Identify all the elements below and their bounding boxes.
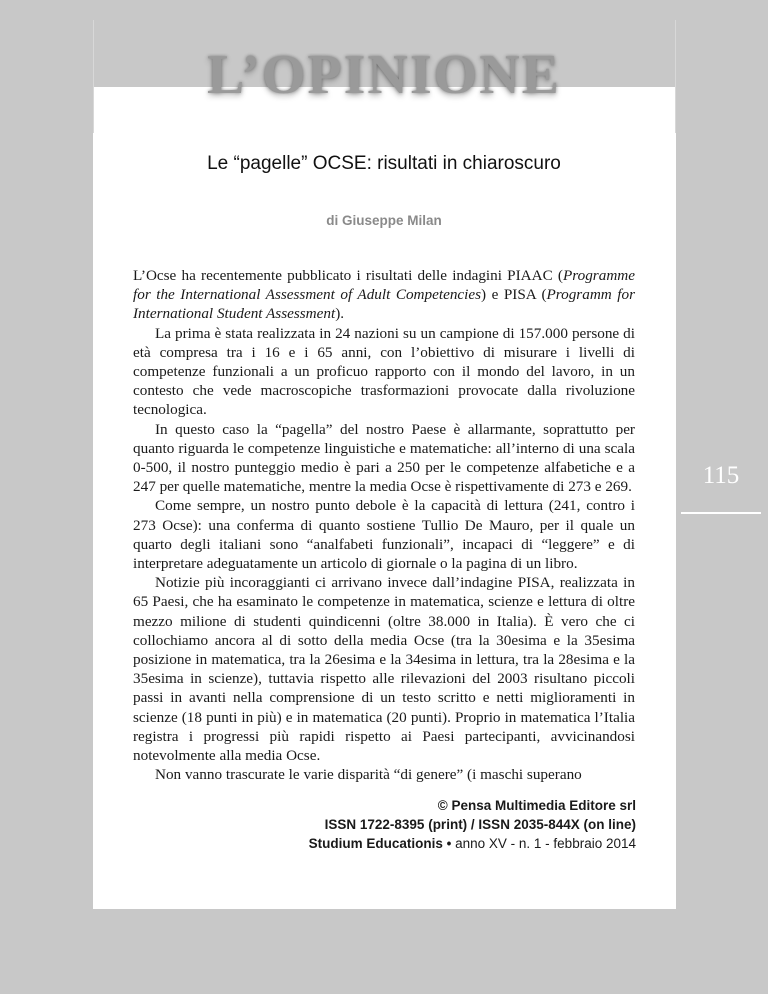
paragraph-1 bbox=[133, 266, 635, 324]
footer-bullet: • bbox=[446, 836, 452, 851]
p1-italic-piaac: Programme for the International Assessment of Adult Competencies bbox=[133, 267, 635, 304]
paragraph-5: Notizie più incoraggianti ci arrivano invece dall’indagine PISA, realizzata in 65 Paesi, che ha esaminato le competenze in matematica, scienze e lettura di oltre mezzo milione di studenti quindicenni (oltre 38.000 in Italia). È vero che ci collochiamo ancora al di sotto della media Ocse (tra la 30esima e la 35esima posizione in matematica, tra la 26esima e la 34esima in lettura, tra la 28esima e la 35esima in scienze), tuttavia rispetto alle rilevazioni del 2003 risultano piccoli passi in avanti nella comprensione di un testo scritto e netti miglioramenti in scienze (18 punti in più) e in matematica (20 punti). Proprio in matematica l’Italia registra i progressi più rapidi rispetto ai Paesi partecipanti, avvicinandosi notevolmente alla media Ocse. bbox=[133, 574, 635, 765]
footer-journal-line bbox=[200, 834, 636, 853]
section-label: L’OPINIONE bbox=[206, 44, 561, 106]
article-body bbox=[133, 266, 635, 784]
paragraph-4: Come sempre, un nostro punto debole è la capacità di lettura (241, contro i 273 Ocse): una conferma di quanto sostiene Tullio De Mauro, per il quale un quarto degli italiani sono “analfabeti funzionali”, incapaci di “leggere” e di interpretare adeguatamente un articolo di giornale o la pagina di un libro. bbox=[133, 497, 635, 573]
page-number-rule bbox=[681, 512, 761, 514]
article-author: di Giuseppe Milan bbox=[326, 213, 442, 228]
p1-text-e: ). bbox=[335, 305, 345, 323]
footer bbox=[200, 796, 636, 853]
paragraph-2: La prima è stata realizzata in 24 nazioni su un campione di 157.000 persone di età compresa tra i 16 e i 65 anni, con l’obiettivo di misurare i livelli di competenze funzionali a un proficuo rapporto con il mondo del lavoro, in un contesto che vede macroscopiche trasformazioni provocate dalla rivoluzione tecnologica. bbox=[133, 324, 635, 419]
footer-publisher: © Pensa Multimedia Editore srl bbox=[437, 798, 636, 813]
page-number: 115 bbox=[702, 462, 740, 489]
p1-text-a: L’Ocse ha recentemente pubblicato i risultati delle indagini PIAAC ( bbox=[133, 267, 563, 284]
paragraph-6: Non vanno trascurate le varie disparità “di genere” (i maschi superano bbox=[155, 766, 582, 784]
p1-text-c: ) e PISA ( bbox=[481, 286, 547, 304]
footer-journal: Studium Educationis bbox=[308, 836, 443, 851]
footer-issue: anno XV - n. 1 - febbraio 2014 bbox=[455, 836, 636, 851]
footer-issn: ISSN 1722-8395 (print) / ISSN 2035-844X (on line) bbox=[324, 817, 636, 832]
p1-italic-pisa: Programm for International Student Assessment bbox=[133, 286, 635, 323]
article-title: Le “pagelle” OCSE: risultati in chiaroscuro bbox=[207, 153, 561, 174]
paragraph-3: In questo caso la “pagella” del nostro Paese è allarmante, soprattutto per quanto riguarda le competenze linguistiche e matematiche: all’interno di una scala 0-500, il nostro punteggio medio è pari a 250 per le competenze alfabetiche e a 247 per quelle matematiche, mentre la media Ocse è rispettivamente di 273 e 269. bbox=[133, 420, 635, 496]
